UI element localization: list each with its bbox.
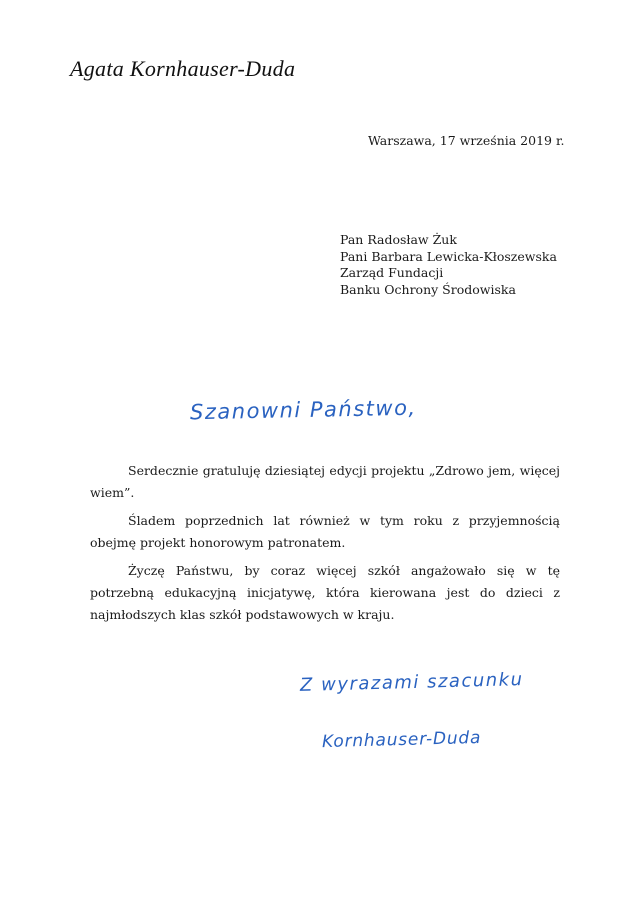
place-date: Warszawa, 17 września 2019 r. (368, 133, 565, 148)
handwritten-signature: Kornhauser-Duda (321, 727, 482, 753)
letterhead: Agata Kornhauser-Duda (70, 56, 296, 81)
recipient-line: Pan Radosław Żuk (340, 232, 457, 247)
body-paragraph: Śladem poprzednich lat również w tym roku z przyjemnością obejmę projekt honorowym patronatem. (90, 513, 560, 550)
handwritten-salutation: Szanowni Państwo, (189, 395, 417, 425)
handwritten-closing: Z wyrazami szacunku (299, 669, 524, 696)
letter-body (90, 460, 560, 632)
recipient-block (340, 232, 557, 298)
body-paragraph: Serdecznie gratuluję dziesiątej edycji projektu „Zdrowo jem, więcej wiem”. (90, 463, 560, 500)
body-paragraph: Życzę Państwu, by coraz więcej szkół angażowało się w tę potrzebną edukacyjną inicjatywę, która kierowana jest do dzieci z najmłodszych klas szkół podstawowych w kraju. (90, 563, 560, 622)
recipient-line: Zarząd Fundacji (340, 265, 444, 280)
recipient-line: Banku Ochrony Środowiska (340, 281, 516, 297)
recipient-line: Pani Barbara Lewicka-Kłoszewska (340, 248, 557, 264)
